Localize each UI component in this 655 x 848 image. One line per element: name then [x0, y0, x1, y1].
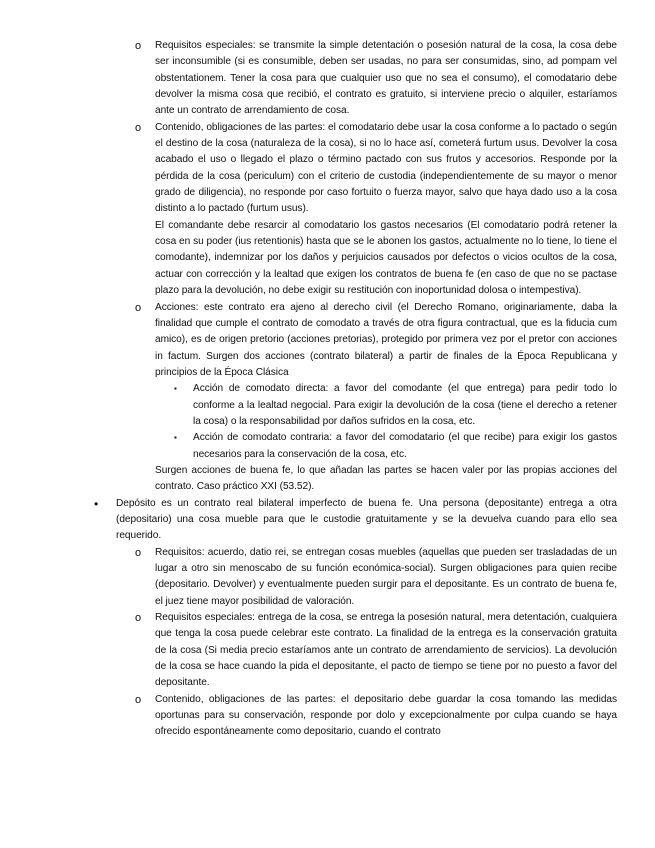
circle-bullet-icon: o	[135, 546, 142, 559]
circle-bullet-icon: o	[135, 693, 142, 706]
paragraph-requisitos-comodato: Requisitos especiales: se transmite la simple detentación o posesión natural de la cosa, la cosa debe ser inconsumible (si es consumible, deben ser usadas, no para ser consumidas, sino, ad pompam vel obstentationem. Tener la cosa para que cualquier uso que no sea el consumo), el comodatario debe devolver la misma cosa que recibió, el contrato es gratuito, si interviene precio o alquiler, estaríamos ante un contrato de arrendamiento de cosa.	[155, 40, 617, 117]
circle-bullet-icon: o	[135, 121, 142, 134]
circle-bullet-icon: o	[135, 612, 142, 625]
list-item	[0, 38, 617, 120]
paragraph-accion-directa: Acción de comodato directa: a favor del comodante (el que entrega) para pedir todo lo conforme a la lealtad negocial. Para exigir la devolución de la cosa (tiene el derecho a retener la cosa) o la responsabilidad por daños sufridos en la cosa, etc.	[193, 383, 617, 427]
paragraph-surgen-acciones: Surgen acciones de buena fe, lo que añadan las partes se hacen valer por las propias acciones del contrato. Caso práctico XXI (53.52).	[155, 464, 617, 493]
list-item	[0, 610, 617, 692]
circle-bullet-icon: o	[135, 301, 142, 314]
list-item	[0, 496, 617, 545]
paragraph-acciones-comodato: Acciones: este contrato era ajeno al derecho civil (el Derecho Romano, originariamente, daba la finalidad que cumple el contrato de comodato a través de otra figura contractual, que es la fiducia cum amico), es de origen pretorio (acciones pretorias), protegido por primera vez por el pretor con acciones in factum. Surgen dos acciones (contrato bilateral) a partir de finales de la Época Republicana y principios de la Época Clásica	[155, 301, 617, 378]
list-item	[0, 120, 617, 300]
paragraph-contenido-deposito: Contenido, obligaciones de las partes: el depositario debe guardar la cosa tomando las medidas oportunas para su conservación, responde por dolo y excepcionalmente por culpa cuando se haya ofrecido espontáneamente como depositario, cuando el contrato	[155, 693, 617, 738]
list-item	[0, 381, 617, 430]
square-bullet-icon: ▪	[174, 384, 177, 394]
circle-bullet-icon: o	[135, 40, 142, 52]
paragraph-contenido-comodato-continuation: El comandante debe resarcir al comodatario los gastos necesarios (El comodatario podrá retener la cosa en su poder (ius retentionis) hasta que se le abonen los gastos, actualmente no lo tiene, lo tiene el comodante), indemnizar por los daños y perjuicios causados por defectos o vicios ocultos de la cosa, actuar con corrección y la lealtad que exigen los contratos de buena fe (en caso de que no se pactase plazo para la devolución, no debe exigir su restitución con inoportunidad dolosa o intempestiva).	[155, 219, 617, 297]
paragraph-requisitos-especiales-deposito: Requisitos especiales: entrega de la cosa, se entrega la posesión natural, mera detentación, cualquiera que tenga la cosa puede celebrar este contrato. La finalidad de la entrega es la conservación gratuita de la cosa (Si media precio estaríamos ante un contrato de arrendamiento de servicios). La devolución de la cosa se hace cuando la pida el depositante, el pacto de tiempo se tiene por no puesto a favor del depositante.	[155, 612, 617, 689]
paragraph-contenido-comodato: Contenido, obligaciones de las partes: el comodatario debe usar la cosa conforme a lo pactado o según el destino de la cosa (naturaleza de la cosa), si no lo hace así, cometerá furtum usus. Devolver la cosa acabado el uso o llegado el plazo o término pactado con sus frutos y accesorios. Responde por la pérdida de la cosa (periculum) con el criterio de custodia (independientemente de su mayor o menor grado de diligencia), no responde por caso fortuito o fuerza mayor, salvo que haya dado uso a la cosa distinto a lo pactado (furtum usus).	[155, 121, 617, 215]
list-item	[0, 300, 617, 382]
paragraph-requisitos-deposito: Requisitos: acuerdo, datio rei, se entregan cosas muebles (aquellas que pueden ser trasladadas de un lugar a otro sin menoscabo de su función económica-social). Surgen obligaciones para quien recibe (depositario. Devolver) y eventualmente pueden surgir para el depositante. Es un contrato de buena fe, el juez tiene mayor posibilidad de valoración.	[155, 546, 617, 607]
list-item	[0, 545, 617, 610]
square-bullet-icon: ▪	[174, 433, 177, 443]
list-item	[0, 692, 617, 741]
paragraph-deposito: Depósito es un contrato real bilateral imperfecto de buena fe. Una persona (depositante) entrega a otra (depositario) una cosa mueble para que le custodie gratuitamente y se la devuelva cuando para ello sea requerido.	[116, 497, 617, 542]
bullet-icon: •	[94, 496, 99, 511]
list-item	[0, 430, 617, 463]
paragraph-accion-contraria: Acción de comodato contraria: a favor del comodatario (el que recibe) para exigir los gastos necesarios para la conservación de la cosa, etc.	[193, 432, 617, 460]
document-body	[0, 38, 655, 741]
